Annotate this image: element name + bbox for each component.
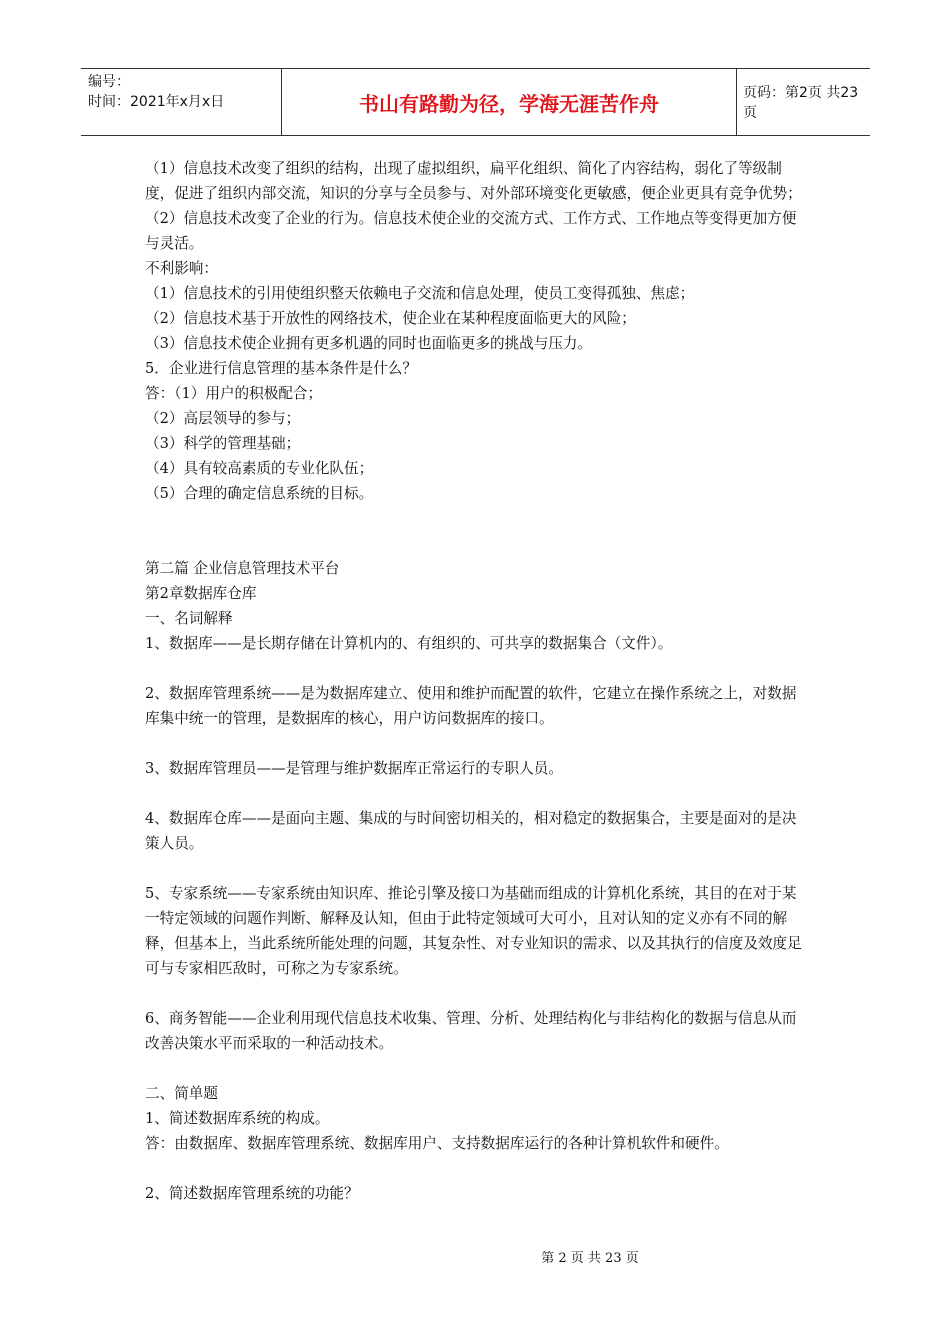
paragraph: 3、数据库管理员——是管理与维护数据库正常运行的专职人员。 (145, 760, 563, 777)
code-label: 编号： (88, 74, 130, 90)
chapter-heading: 第2章数据库仓库 (145, 585, 257, 602)
date-label: 时间：2021年x月x日 (88, 94, 225, 110)
paragraph: （2）信息技术改变了企业的行为。信息技术使企业的交流方式、工作方式、工作地点等变得更加方便与灵活。 (145, 210, 797, 252)
paragraph: （3）信息技术使企业拥有更多机遇的同时也面临更多的挑战与压力。 (145, 335, 593, 352)
question-heading: 2、简述数据库管理系统的功能？ (145, 1185, 359, 1202)
question-heading: 5．企业进行信息管理的基本条件是什么？ (145, 360, 417, 377)
document-body (145, 156, 810, 1206)
paragraph: 答：（1）用户的积极配合； (145, 385, 323, 402)
paragraph: 答：由数据库、数据库管理系统、数据库用户、支持数据库运行的各种计算机软件和硬件。 (145, 1135, 729, 1152)
section-heading: 二、简单题 (145, 1085, 218, 1102)
paragraph: （1）信息技术改变了组织的结构，出现了虚拟组织，扁平化组织、简化了内容结构，弱化了等级制度，促进了组织内部交流，知识的分享与全员参与、对外部环境变化更敏感，便企业更具有竞争优势； (145, 160, 802, 202)
paragraph: （2）高层领导的参与； (145, 410, 301, 427)
paragraph: （2）信息技术基于开放性的网络技术，使企业在某种程度面临更大的风险； (145, 310, 636, 327)
paragraph: 5、专家系统——专家系统由知识库、推论引擎及接口为基础而组成的计算机化系统，其目的在对于某一特定领域的问题作判断、解释及认知，但由于此特定领域可大可小，且对认知的定义亦有不同的解释，但基本上，当此系统所能处理的问题，其复杂性、对专业知识的需求、以及其执行的信度及效度足可与专家相匹敌时，可称之为专家系统。 (145, 885, 802, 977)
paragraph: 4、数据库仓库——是面向主题、集成的与时间密切相关的，相对稳定的数据集合，主要是面对的是决策人员。 (145, 810, 797, 852)
question-heading: 1、简述数据库系统的构成。 (145, 1110, 330, 1127)
section-heading: 一、名词解释 (145, 610, 233, 627)
header-page-info: 页码：第2页 共23页 (743, 85, 859, 121)
paragraph: （3）科学的管理基础； (145, 435, 301, 452)
paragraph: （1）信息技术的引用使组织整天依赖电子交流和信息处理，使员工变得孤独、焦虑； (145, 285, 695, 302)
paragraph: 不利影响： (145, 260, 218, 277)
header-meta (81, 69, 281, 135)
paragraph: （4）具有较高素质的专业化队伍； (145, 460, 374, 477)
page-footer: 第 2 页 共 23 页 (541, 1251, 639, 1266)
paragraph: 6、商务智能——企业利用现代信息技术收集、管理、分析、处理结构化与非结构化的数据与信息从而改善决策水平而采取的一种活动技术。 (145, 1010, 797, 1052)
page-header (81, 68, 870, 136)
header-motto: 书山有路勤为径，学海无涯苦作舟 (281, 69, 737, 135)
paragraph: （5）合理的确定信息系统的目标。 (145, 485, 374, 502)
part-heading: 第二篇 企业信息管理技术平台 (145, 560, 340, 577)
paragraph: 1、数据库——是长期存储在计算机内的、有组织的、可共享的数据集合（文件）。 (145, 635, 673, 652)
paragraph: 2、数据库管理系统——是为数据库建立、使用和维护而配置的软件，它建立在操作系统之上，对数据库集中统一的管理，是数据库的核心，用户访问数据库的接口。 (145, 685, 797, 727)
